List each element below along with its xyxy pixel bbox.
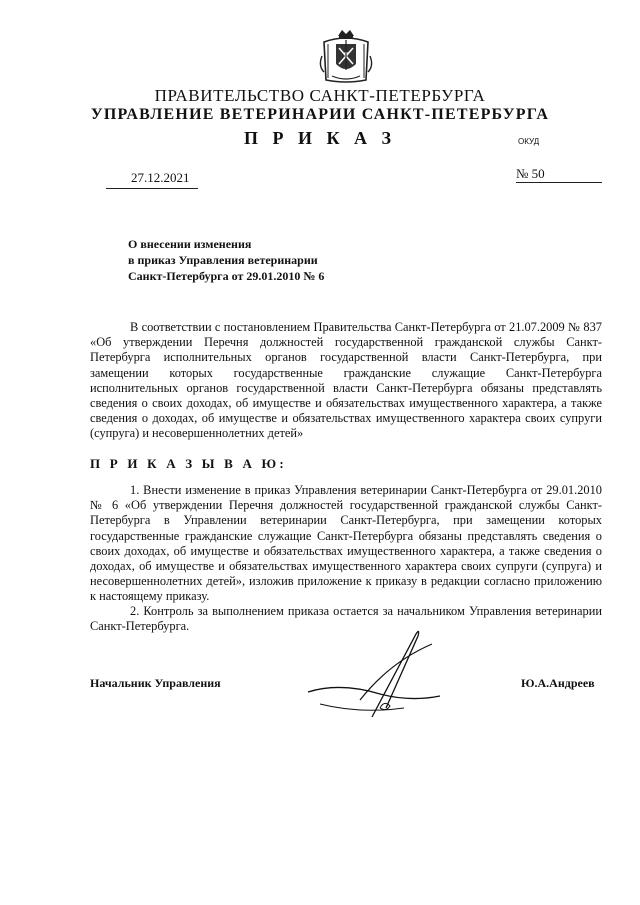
order-subject <box>128 236 324 284</box>
document-type-title: П Р И К А З <box>243 128 397 148</box>
order-number: № 50 <box>516 166 545 181</box>
number-underline <box>516 181 602 183</box>
handwritten-signature-icon <box>300 622 450 722</box>
signer-position: Начальник Управления <box>90 676 221 690</box>
order-item-2: 2. Контроль за выполнением приказа остается за начальником Управления ветеринарии Санкт-Петербурга. <box>90 604 602 634</box>
subject-line: О внесении изменения <box>128 237 252 251</box>
department-name: УПРАВЛЕНИЕ ВЕТЕРИНАРИИ САНКТ-ПЕТЕРБУРГА <box>90 106 550 123</box>
okud-label: ОКУД <box>518 137 540 146</box>
order-heading: П Р И К А З Ы В А Ю: <box>90 456 287 471</box>
preamble-paragraph: В соответствии с постановлением Правительства Санкт-Петербурга от 21.07.2009 № 837 «Об утверждении Перечня должностей государственной гражданской службы Санкт-Петербурга исполнительных органов государственной власти Санкт-Петербурга, при замещении которых государственные гражданские служащие Санкт-Петербурга исполнительных органов государственной власти Санкт-Петербурга обязаны представлять сведения о своих доходах, об имуществе и обязательствах имущественного характера, а также сведения о доходах, об имуществе и обязательствах имущественного характера своих супруги (супруга) и несовершеннолетних детей» <box>90 320 602 441</box>
government-name: ПРАВИТЕЛЬСТВО САНКТ-ПЕТЕРБУРГА <box>154 86 486 105</box>
signer-name: Ю.А.Андреев <box>521 676 595 690</box>
subject-line: в приказ Управления ветеринарии <box>128 253 318 267</box>
order-item-1: 1. Внести изменение в приказ Управления ветеринарии Санкт-Петербурга от 29.01.2010 № 6 «Об утверждении Перечня должностей государственной гражданской службы Санкт-Петербурга в Управлении ветеринарии Санкт-Петербурга, при замещении которых государственные гражданские служащие Санкт-Петербурга обязаны представлять сведения о своих доходах, об имуществе и обязательствах имущественного характера, а также сведения о доходах, об имуществе и обязательствах имущественного характера своих супруги (супруга) и несовершеннолетних детей», изложив приложение к приказу в редакции согласно приложению к настоящему приказу. <box>90 483 602 604</box>
coat-of-arms-icon <box>316 26 376 86</box>
order-date: 27.12.2021 <box>131 170 190 185</box>
date-underline <box>106 187 198 189</box>
subject-line: Санкт-Петербурга от 29.01.2010 № 6 <box>128 269 325 283</box>
